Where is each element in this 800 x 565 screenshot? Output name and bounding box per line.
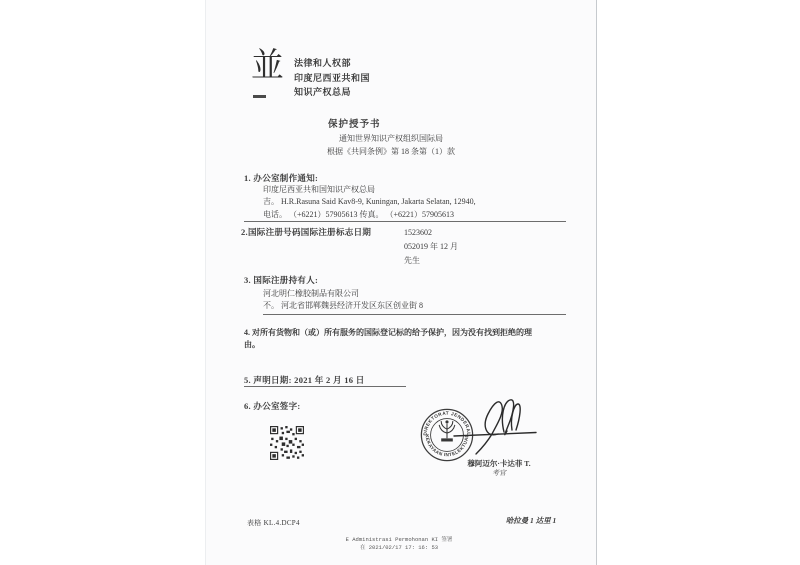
ministry-line-2: 印度尼西亚共和国	[294, 72, 371, 83]
footer-form-code: 表格 KL.4.DCP4	[247, 519, 300, 527]
divider-under-item1	[244, 221, 566, 222]
esign-line-2: 在 2021/02/17 17: 16: 53	[359, 543, 439, 551]
document-title: 保护授予书	[328, 120, 381, 130]
signer-role: 考官	[492, 469, 506, 477]
item3-label: 3. 国际注册持有人:	[244, 275, 319, 285]
ministry-line-1: 法律和人权部	[294, 58, 352, 68]
item3-body	[263, 288, 423, 313]
divider-under-item3	[263, 314, 566, 315]
item1-phone-fax: 电话。 （+6221）57905613 传真。 （+6221）57905613	[263, 209, 455, 219]
ministry-line-3: 知识产权总局	[294, 87, 352, 97]
item2-values	[404, 226, 458, 267]
item6-signature-heading: 6. 办公室签字:	[244, 401, 301, 411]
subtitle-block	[291, 133, 491, 158]
holder-name: 河北明仁橡胶制品有限公司	[263, 289, 359, 298]
ministry-name-block	[294, 56, 370, 100]
subtitle-line-2: 根据《共同条例》第 18 条第（1）款	[327, 146, 455, 156]
registration-date: 052019 年 12 月	[404, 241, 458, 251]
esign-line-1: E Administrasi Permohonan KI 签署	[345, 536, 453, 543]
handwritten-signature	[446, 396, 541, 458]
registration-salutation: 先生	[404, 255, 420, 265]
holder-address: 不。 河北省邯郸魏县经济开发区东区创业街 8	[263, 301, 423, 311]
qr-code	[270, 426, 304, 460]
footer-esignature-note	[344, 536, 454, 551]
scanned-certificate-page	[205, 0, 597, 565]
seal-text-top: DIREKTORAT JENDERAL	[422, 410, 472, 436]
registration-number: 1523602	[404, 228, 432, 237]
footer-page-indicator: 哈拉曼 1 达里 1	[505, 516, 557, 525]
item4-statement: 4. 对所有货物和（或）所有服务的国际登记标的给予保护，因为没有找到拒绝的理由。	[244, 328, 532, 349]
item1-body	[263, 184, 476, 221]
ministry-logo-caption	[253, 95, 266, 98]
signer-name: 穆阿迈尔·卡达菲 T.	[467, 459, 531, 468]
item1-office: 印度尼西亚共和国知识产权总局	[263, 185, 375, 194]
item1-label: 1. 办公室制作通知:	[244, 173, 319, 183]
item1-address: 吉。 H.R.Rasuna Said Kav8-9, Kuningan, Jakarta Selatan, 12940,	[263, 197, 476, 207]
seal-text-bottom: KEKAYAAN INTELEKTUAL	[424, 434, 470, 458]
underline-item5	[244, 386, 406, 387]
subtitle-line-1: 通知世界知识产权组织国际局	[339, 134, 443, 143]
ministry-logo: 並	[251, 48, 284, 84]
item5-declaration-date: 5. 声明日期: 2021 年 2 月 16 日	[244, 375, 365, 385]
item2-label: 2.国际注册号码国际注册标志日期	[241, 227, 372, 237]
